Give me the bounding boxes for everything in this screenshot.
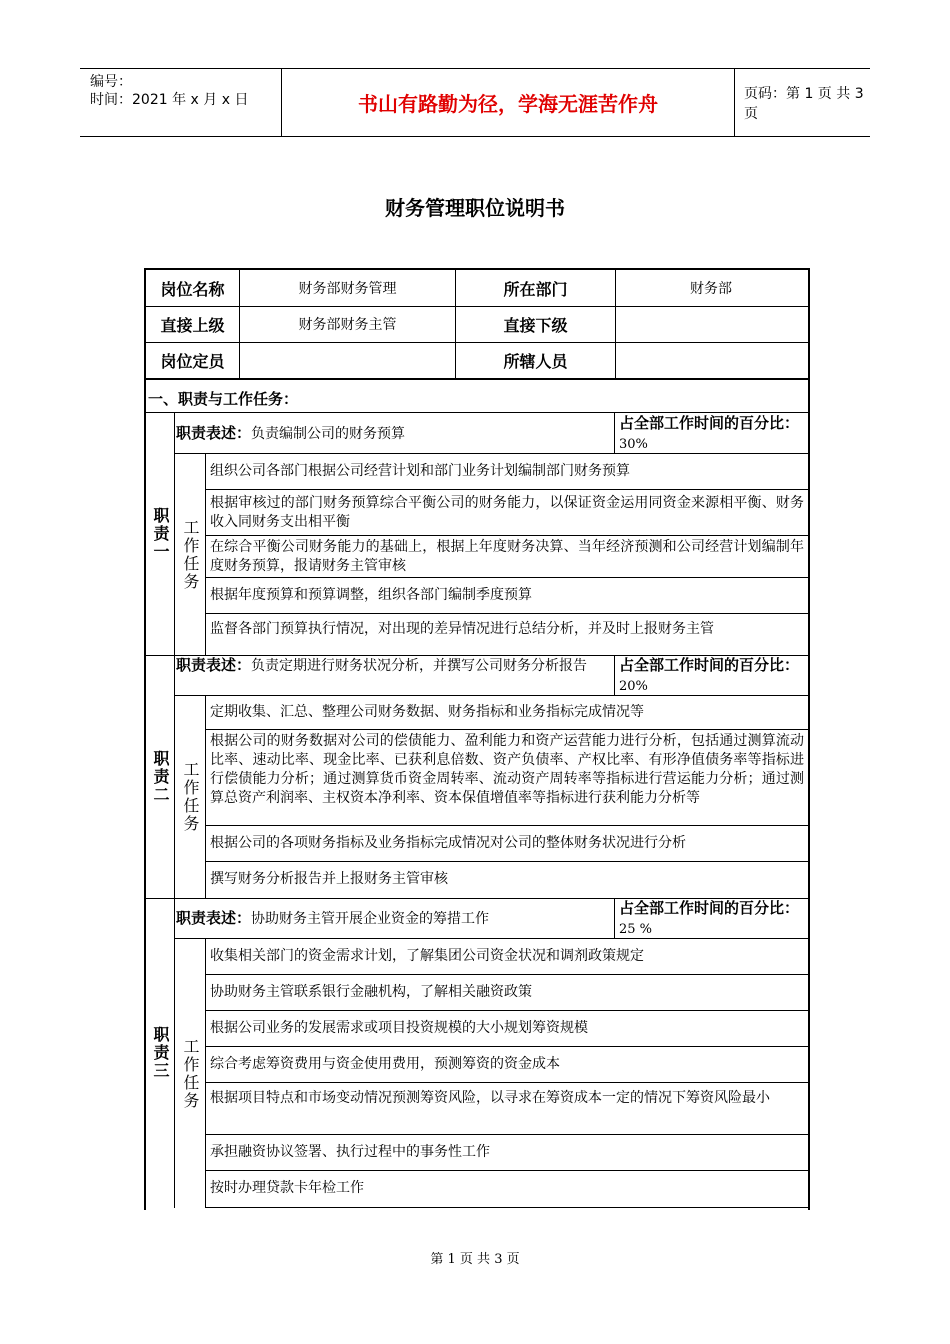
section-title: 一、职责与工作任务：	[148, 390, 299, 408]
duty-label-cell	[146, 655, 175, 898]
subordinate-label: 直接下级	[456, 306, 616, 342]
task-item: 撰写财务分析报告并上报财务主管审核	[210, 871, 448, 887]
dept-value: 财务部	[690, 281, 732, 297]
duty-block-3	[146, 898, 808, 1208]
time-percentage-key: 占全部工作时间的百分比：	[619, 899, 800, 917]
tasks-label: 工作任务	[181, 518, 200, 591]
info-row	[146, 270, 808, 307]
duty-label: 职责三	[151, 1026, 170, 1080]
duty-block-2	[146, 655, 808, 899]
task-list	[206, 454, 808, 655]
duty-description-row	[175, 413, 808, 454]
number-label: 编号：	[90, 74, 132, 90]
motto: 书山有路勤为径，学海无涯苦作舟	[358, 92, 658, 116]
tasks-label: 工作任务	[181, 761, 200, 833]
info-row	[146, 342, 808, 380]
tasks-label-cell	[175, 454, 206, 655]
task-item: 收集相关部门的资金需求计划，了解集团公司资金状况和调剂政策规定	[206, 939, 808, 975]
duty-block-1	[146, 413, 808, 656]
duty-description-row	[175, 655, 808, 696]
superior-label: 直接上级	[146, 306, 240, 342]
tasks-label-cell	[175, 696, 206, 898]
time-percentage	[616, 655, 808, 695]
page-header	[80, 68, 870, 137]
time-percentage	[616, 413, 808, 453]
task-item: 组织公司各部门根据公司经营计划和部门业务计划编制部门财务预算	[206, 454, 808, 490]
duty-description	[175, 413, 615, 453]
duty-description-key: 职责表述：	[176, 424, 252, 442]
duty-label-cell	[146, 413, 175, 655]
time-label: 时间：2021 年 x 月 x 日	[90, 92, 249, 108]
tasks-label-cell	[175, 939, 206, 1208]
task-item: 综合考虑筹资费用与资金使用费用，预测筹资的资金成本	[206, 1047, 808, 1083]
header-meta	[80, 69, 280, 136]
task-item: 按时办理贷款卡年检工作	[206, 1171, 808, 1208]
duty-description-text: 负责定期进行财务状况分析，并撰写公司财务分析报告	[251, 658, 588, 674]
task-item: 协助财务主管联系银行金融机构，了解相关融资政策	[206, 975, 808, 1011]
task-item: 根据年度预算和预算调整，组织各部门编制季度预算	[206, 578, 808, 614]
post-name-label: 岗位名称	[146, 270, 240, 306]
staffing-value	[240, 342, 456, 378]
task-item: 根据公司的财务数据对公司的偿债能力、盈利能力和资产运营能力进行分析，包括通过测算流动比率、速动比率、现金比率、已获利息倍数、资产负债率、产权比率、有形净值债务率等指标进行偿债能力分析；通过测算货币资金周转率、流动资产周转率等指标进行营运能力分析；通过测算总资产利润率、主权资本净利率、资本保值增值率等指标进行获利能力分析等	[206, 730, 808, 826]
task-item: 根据审核过的部门财务预算综合平衡公司的财务能力，以保证资金运用同资金来源相平衡、财务收入同财务支出相平衡	[206, 490, 808, 536]
task-item: 根据项目特点和市场变动情况预测筹资风险，以寻求在筹资成本一定的情况下筹资风险最小	[206, 1083, 808, 1135]
section-heading	[146, 382, 808, 413]
time-percentage-key: 占全部工作时间的百分比：	[619, 656, 800, 674]
time-percentage-key: 占全部工作时间的百分比：	[619, 414, 800, 432]
task-list	[206, 939, 808, 1208]
duty-label: 职责二	[151, 749, 170, 804]
subordinate-value	[616, 306, 806, 342]
duty-description-text: 负责编制公司的财务预算	[251, 426, 406, 442]
page-info: 页码：第 1 页 共 3 页	[744, 85, 864, 122]
time-percentage-value: 20%	[619, 679, 648, 694]
header-motto-cell	[281, 69, 735, 136]
task-item: 根据公司业务的发展需求或项目投资规模的大小规划筹资规模	[206, 1011, 808, 1047]
duty-label: 职责一	[151, 507, 170, 561]
task-item: 承担融资协议签署、执行过程中的事务性工作	[206, 1135, 808, 1171]
task-item: 在综合平衡公司财务能力的基础上，根据上年度财务决算、当年经济预测和公司经营计划编制年度财务预算，报请财务主管审核	[206, 536, 808, 578]
task-item: 监督各部门预算执行情况，对出现的差异情况进行总结分析，并及时上报财务主管	[210, 621, 714, 637]
superior-value: 财务部财务主管	[240, 306, 456, 342]
tasks-label: 工作任务	[181, 1037, 200, 1110]
duty-description-text: 协助财务主管开展企业资金的筹措工作	[251, 911, 490, 927]
staff-value	[616, 342, 806, 378]
staffing-label: 岗位定员	[146, 342, 240, 378]
task-item: 根据公司的各项财务指标及业务指标完成情况对公司的整体财务状况进行分析	[206, 826, 808, 862]
info-row	[146, 306, 808, 343]
time-percentage-value: 25 %	[619, 922, 653, 937]
duty-description	[175, 898, 615, 938]
time-percentage-value: 30%	[619, 437, 648, 452]
time-percentage	[616, 898, 808, 938]
staff-label: 所辖人员	[456, 342, 616, 378]
post-name-value: 财务部财务管理	[240, 270, 456, 306]
duty-description-key: 职责表述：	[176, 656, 252, 674]
duty-description	[175, 655, 615, 695]
document-title: 财务管理职位说明书	[385, 196, 565, 220]
task-list	[206, 696, 808, 898]
page-footer: 第 1 页 共 3 页	[430, 1252, 520, 1267]
dept-label: 所在部门	[456, 270, 616, 306]
header-page-cell	[734, 69, 870, 136]
duty-label-cell	[146, 898, 175, 1208]
duty-description-key: 职责表述：	[176, 909, 252, 927]
job-description-table	[144, 268, 810, 1210]
task-item: 定期收集、汇总、整理公司财务数据、财务指标和业务指标完成情况等	[206, 696, 808, 730]
duty-description-row	[175, 898, 808, 939]
